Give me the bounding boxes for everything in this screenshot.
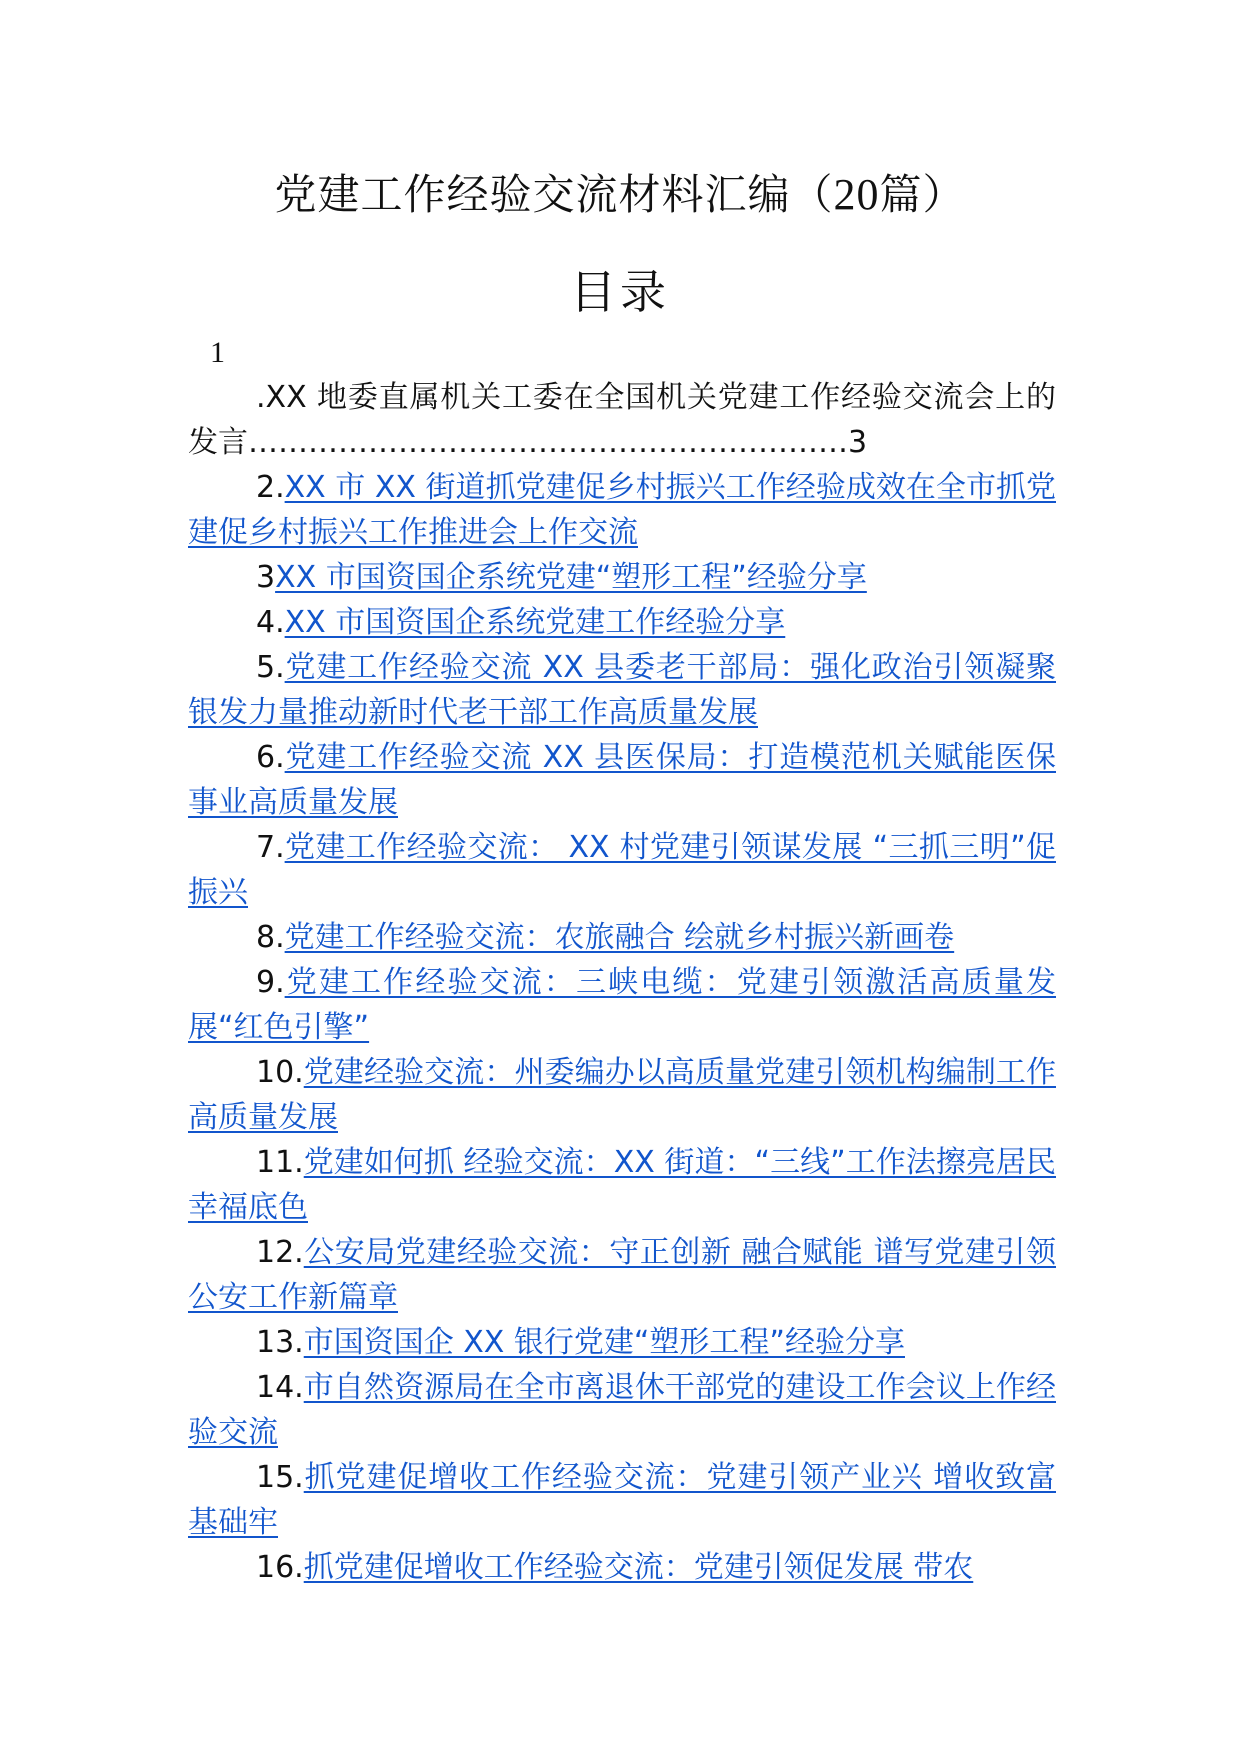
toc-entry-8[interactable] (188, 915, 1056, 960)
toc-entry-number: 11. (256, 1145, 304, 1180)
toc-entry-link[interactable]: 党建工作经验交流： XX 村党建引领谋发展 “三抓三明”促振兴 (188, 830, 1056, 910)
toc-entry-link[interactable]: 抓党建促增收工作经验交流：党建引领产业兴 增收致富基础牢 (188, 1460, 1056, 1540)
toc-entry-14[interactable] (188, 1365, 1056, 1455)
toc-entry-number: 9. (256, 965, 285, 1000)
toc-entry-number: 5. (256, 650, 285, 685)
title-count: 20 (833, 170, 880, 219)
toc-entry-16[interactable] (188, 1545, 1056, 1590)
toc-entry-number: 2. (256, 470, 285, 505)
toc-entry-9[interactable] (188, 960, 1056, 1050)
toc-entry-3[interactable] (188, 555, 1056, 600)
toc-heading: 目录 (570, 265, 670, 319)
toc-entry-12[interactable] (188, 1230, 1056, 1320)
toc-entry-link[interactable]: 公安局党建经验交流：守正创新 融合赋能 谱写党建引领公安工作新篇章 (188, 1235, 1056, 1315)
toc-entry-number: 16. (256, 1550, 304, 1585)
toc-entry-link[interactable]: 党建如何抓 经验交流：XX 街道：“三线”工作法擦亮居民幸福底色 (188, 1145, 1056, 1225)
toc-entry-link[interactable]: XX 市国资国企系统党建工作经验分享 (284, 605, 786, 640)
toc-entry-7[interactable] (188, 825, 1056, 915)
toc-entry-link[interactable]: 抓党建促增收工作经验交流：党建引领促发展 带农 (303, 1550, 974, 1585)
toc-entry-number: 4. (256, 605, 285, 640)
toc-entry-6[interactable] (188, 735, 1056, 825)
toc-entry-number: 14. (256, 1370, 304, 1405)
toc-entry-number: 6. (256, 740, 285, 775)
toc-entry-1-text: .XX 地委直属机关工委在全国机关党建工作经验交流会上的发言 (188, 380, 1056, 460)
toc-entry-number: 13. (256, 1325, 304, 1360)
toc-entry-link[interactable]: 市国资国企 XX 银行党建“塑形工程”经验分享 (303, 1325, 905, 1360)
document-title (0, 165, 1240, 225)
toc-entry-1-page: 3 (848, 425, 868, 460)
toc-entry-link[interactable]: 党建工作经验交流：三峡电缆：党建引领激活高质量发展“红色引擎” (188, 965, 1056, 1045)
toc-entry-link[interactable]: 市自然资源局在全市离退休干部党的建设工作会议上作经验交流 (188, 1370, 1056, 1450)
toc-entry-11[interactable] (188, 1140, 1056, 1230)
toc-entry-15[interactable] (188, 1455, 1056, 1545)
toc-entry-link[interactable]: 党建工作经验交流 XX 县委老干部局：强化政治引领凝聚银发力量推动新时代老干部工作高质量发展 (188, 650, 1056, 730)
toc-entry-link[interactable]: XX 市 XX 街道抓党建促乡村振兴工作经验成效在全市抓党建促乡村振兴工作推进会上作交流 (188, 470, 1056, 550)
toc-entry-2[interactable] (188, 465, 1056, 555)
toc-entry-number: 10. (256, 1055, 304, 1090)
toc-entry-number: 8. (256, 920, 285, 955)
page-marker: 1 (210, 336, 225, 369)
toc-entry-1[interactable] (188, 375, 1056, 465)
toc-entry-4[interactable] (188, 600, 1056, 645)
toc-entry-number: 15. (256, 1460, 304, 1495)
toc-entry-link[interactable]: 党建工作经验交流：农旅融合 绘就乡村振兴新画卷 (284, 920, 955, 955)
toc-entry-10[interactable] (188, 1050, 1056, 1140)
toc-entry-number: 12. (256, 1235, 304, 1270)
title-text: 党建工作经验交流材料汇编（ (274, 170, 834, 219)
title-tail: 篇） (879, 170, 966, 219)
toc-entry-13[interactable] (188, 1320, 1056, 1365)
toc-entry-1-leader: …………………………………………………… (248, 425, 848, 460)
toc-entry-number: 3 (256, 560, 276, 595)
table-of-contents (188, 375, 1056, 1590)
toc-list (188, 465, 1056, 1590)
toc-entry-link[interactable]: 党建工作经验交流 XX 县医保局：打造模范机关赋能医保事业高质量发展 (188, 740, 1056, 820)
toc-entry-link[interactable]: XX 市国资国企系统党建“塑形工程”经验分享 (275, 560, 867, 595)
toc-entry-number: 7. (256, 830, 285, 865)
toc-entry-5[interactable] (188, 645, 1056, 735)
toc-entry-link[interactable]: 党建经验交流：州委编办以高质量党建引领机构编制工作高质量发展 (188, 1055, 1056, 1135)
